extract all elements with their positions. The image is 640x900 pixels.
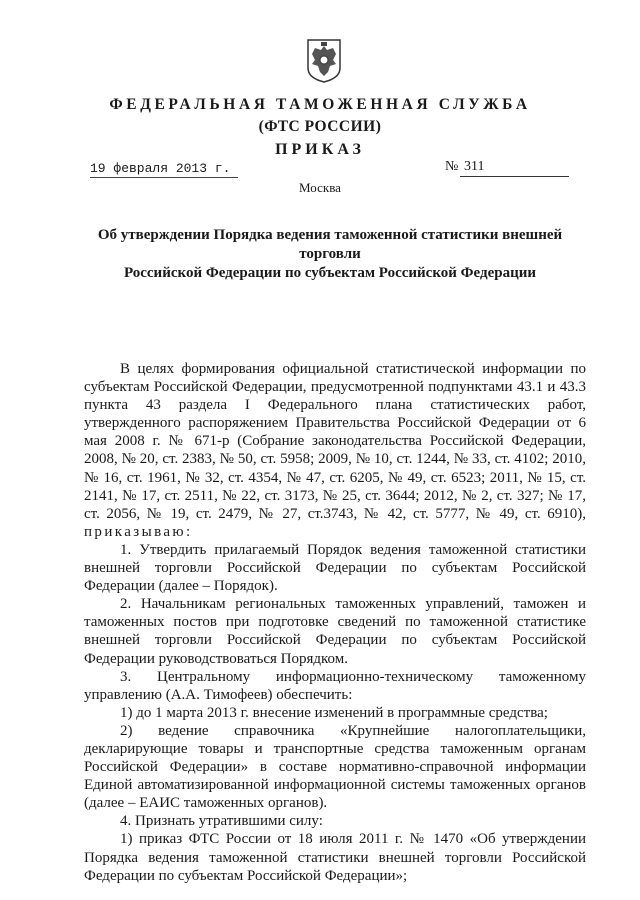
item-2: 2. Начальникам региональных таможенных управлений, таможен и таможенных постов при подготовке сведений по таможенной статистике внешней торговли Российской Федерации по субъектам Российской Федерации руководствоваться Порядком.: [84, 596, 586, 667]
item-3-sub-1: 1) до 1 марта 2013 г. внесение изменений в программные средства;: [120, 704, 548, 721]
preamble-text: В целях формирования официальной статистической информации по субъектам Российской Федерации, предусмотренной подпунктами 43.1 и 43.3 пункта 43 раздела I Федерального плана статистических работ, утвержденного распоряжением Правительства Российской Федерации от 6 мая 2008 г. № 671-р (Собрание законодательства Российской Федерации, 2008, № 20, ст. 2383, № 50, ст. 5958; 2009, № 10, ст. 1244, № 33, ст. 4102; 2010, № 16, ст. 1961, № 32, ст. 4354, № 47, ст. 6205, № 49, ст. 6523; 2011, № 15, ст. 2141, № 17, ст. 2511, № 22, ст. 3173, № 25, ст. 3644; 2012, № 2, ст. 327; № 17, ст. 2056, № 19, ст. 2479, № 27, ст.3743, № 42, ст. 5777, № 49, ст. 6910),: [84, 361, 586, 522]
order-number-label: №: [445, 159, 459, 174]
document-title-line-2: Российской Федерации по субъектам Российской Федерации: [123, 265, 537, 281]
preamble-paragraph: [84, 360, 586, 541]
order-number: 311: [460, 159, 569, 177]
order-date: 19 февраля 2013 г.: [90, 161, 238, 178]
document-title: [80, 226, 580, 283]
document-title-line-1: Об утверждении Порядка ведения таможенной статистики внешней торговли: [97, 227, 563, 262]
item-1: 1. Утвердить прилагаемый Порядок ведения таможенной статистики внешней торговли Российской Федерации по субъектам Российской Федерации (далее – Порядок).: [84, 541, 586, 595]
document-type: ПРИКАЗ: [275, 141, 365, 158]
item-3: 3. Центральному информационно-техническому таможенному управлению (А.А. Тимофеев) обеспечить:: [84, 668, 586, 703]
order-city: Москва: [299, 180, 341, 195]
item-3-sub-2: 2) ведение справочника «Крупнейшие налогоплательщики, декларирующие товары и транспортные средства таможенным органам Российской Федерации» в составе нормативно-справочной информации Единой автоматизированной информационной системы таможенных органов (далее – ЕАИС таможенных органов).: [84, 722, 586, 812]
document-body: [84, 360, 586, 885]
item-4: 4. Признать утратившими силу:: [120, 813, 323, 830]
organization-short-name: (ФТС РОССИИ): [258, 118, 382, 135]
item-4-sub-1: 1) приказ ФТС России от 18 июля 2011 г. № 1470 «Об утверждении Порядка ведения таможенной статистики внешней торговли Российской Федерации по субъектам Российской Федерации»;: [84, 831, 586, 884]
organization-name: ФЕДЕРАЛЬНАЯ ТАМОЖЕННАЯ СЛУЖБА: [109, 96, 531, 113]
russian-coat-of-arms-icon: [306, 38, 342, 84]
preamble-order-word: приказываю:: [84, 523, 193, 540]
